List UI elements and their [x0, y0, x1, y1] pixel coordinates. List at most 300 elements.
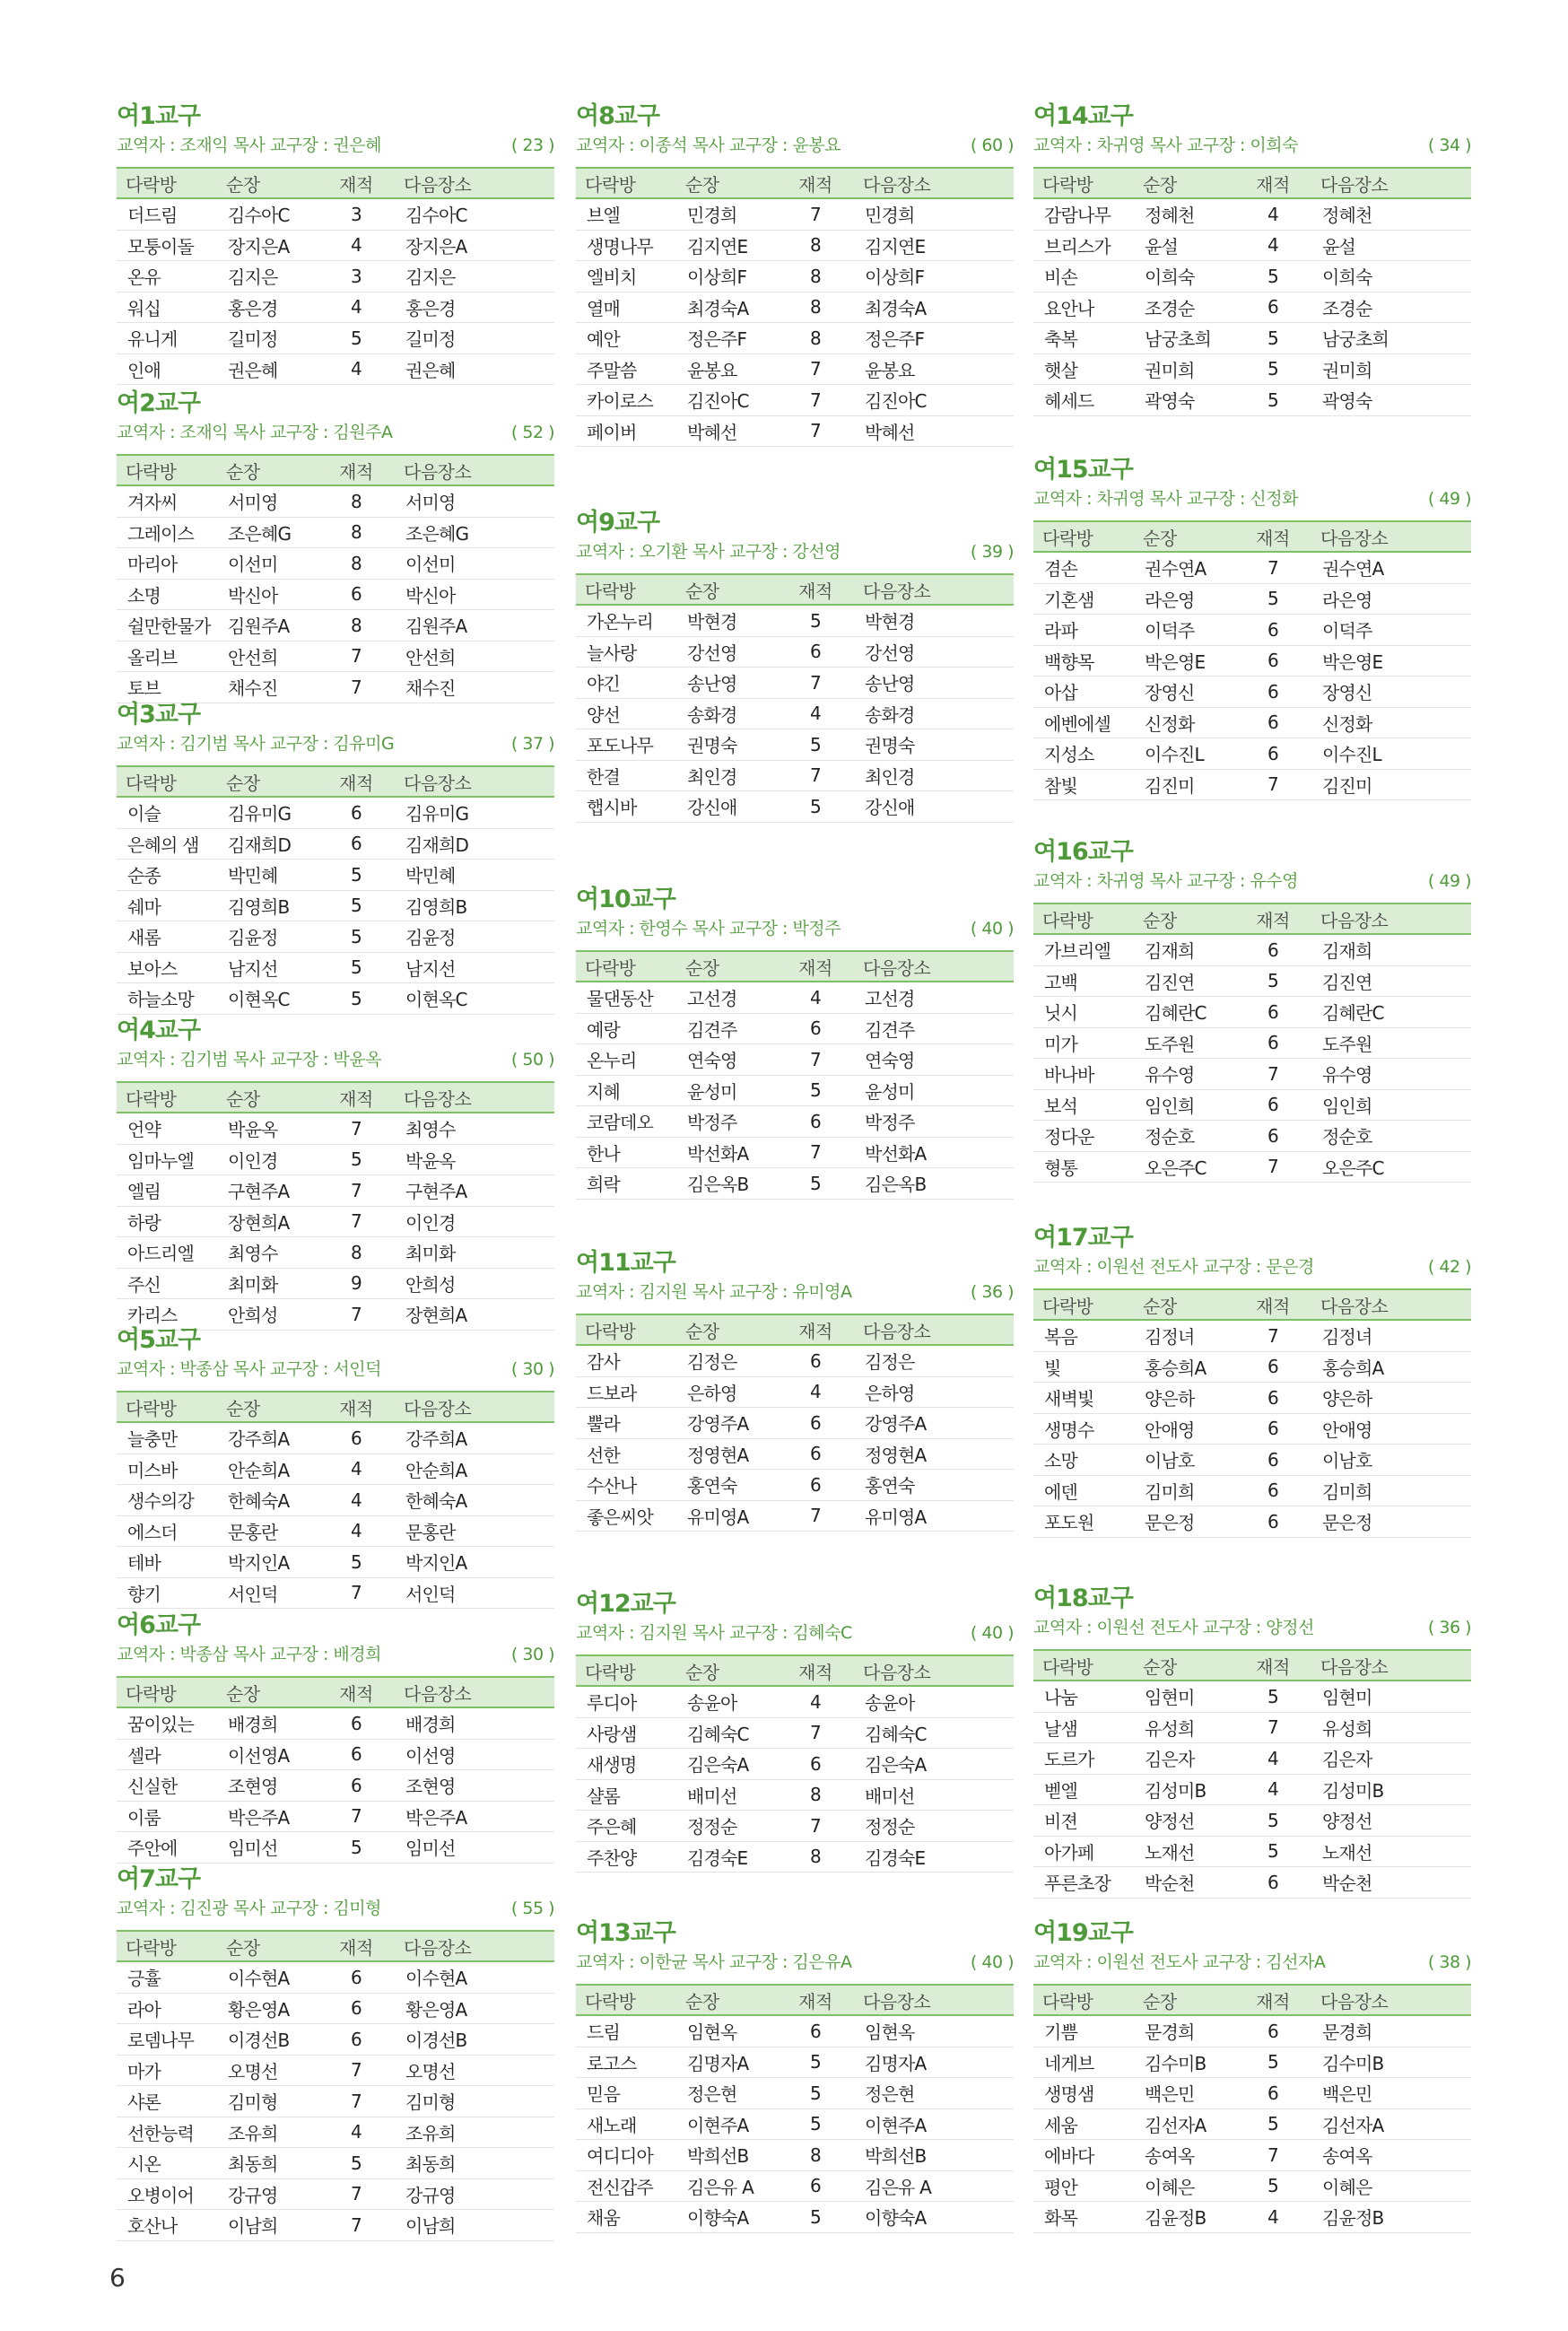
table-cell: 푸른초장: [1033, 1867, 1134, 1899]
column-header: 다락방: [117, 766, 217, 797]
table-cell: 정혜천: [1134, 198, 1234, 230]
table-cell: 조현영: [217, 1770, 318, 1802]
table-row: [576, 1345, 1014, 1376]
table-cell: 고선경: [854, 982, 1014, 1013]
table-cell: 8: [318, 1237, 395, 1269]
column-header: 다락방: [1033, 1985, 1134, 2015]
table-cell: 김윤정B: [1134, 2202, 1234, 2233]
table-cell: 이상희F: [854, 261, 1014, 292]
table-cell: 조경순: [1311, 292, 1471, 323]
table-cell: 송윤아: [676, 1686, 777, 1717]
table-row: [117, 1237, 554, 1269]
column-header: 다락방: [1033, 1650, 1134, 1681]
column-header: 다음장소: [1311, 1650, 1471, 1681]
table-cell: 은혜의 샘: [117, 828, 217, 860]
column-header: 다음장소: [395, 1677, 554, 1707]
district-info: [117, 1642, 554, 1667]
table-cell: 5: [777, 2078, 854, 2109]
table-cell: 7: [1234, 1712, 1311, 1743]
table-cell: 김원주A: [217, 610, 318, 642]
table-cell: 더드림: [117, 198, 217, 230]
table-cell: 물댄동산: [576, 982, 676, 1013]
table-cell: 길미정: [217, 323, 318, 354]
table-row: [117, 2210, 554, 2241]
table-cell: 4: [1234, 230, 1311, 261]
table-cell: 민경희: [676, 198, 777, 230]
table-row: [1033, 769, 1471, 800]
column-header: 다음장소: [1311, 904, 1471, 934]
table-row: [576, 982, 1014, 1013]
table-row: [117, 860, 554, 891]
column-header: 재적: [318, 1677, 395, 1707]
district-block: [117, 388, 554, 703]
district-table: [1033, 1649, 1471, 1899]
table-cell: 안선희: [395, 641, 554, 672]
district-staff: 교역자 : 이한균 목사 교구장 : 김은유A: [576, 1952, 852, 1972]
table-cell: 김지은: [217, 261, 318, 292]
table-row: [576, 698, 1014, 729]
column-header: 순장: [676, 1985, 777, 2015]
district-block: [117, 1324, 554, 1609]
table-cell: 6: [1234, 1089, 1311, 1121]
table-cell: 5: [318, 890, 395, 921]
table-cell: 강영주A: [676, 1408, 777, 1439]
district-staff: 교역자 : 이원선 전도사 교구장 : 양정선: [1033, 1618, 1314, 1637]
table-cell: 카리스: [117, 1299, 217, 1331]
table-cell: 5: [1234, 2047, 1311, 2078]
table-cell: 6: [318, 1707, 395, 1739]
district-table: [576, 573, 1014, 823]
table-cell: 이선영A: [217, 1739, 318, 1770]
table-cell: 최영수: [217, 1237, 318, 1269]
table-cell: 4: [318, 2117, 395, 2148]
column-header: 재적: [777, 951, 854, 982]
table-cell: 5: [777, 791, 854, 823]
table-row: [117, 548, 554, 580]
table-cell: 최영수: [395, 1113, 554, 1144]
table-row: [1033, 354, 1471, 385]
column-header: 다음장소: [1311, 168, 1471, 198]
table-row: [576, 323, 1014, 354]
table-cell: 미스바: [117, 1454, 217, 1485]
table-cell: 김성미B: [1311, 1774, 1471, 1805]
table-cell: 박현경: [854, 605, 1014, 636]
table-cell: 바나바: [1033, 1059, 1134, 1090]
table-cell: 김윤정: [217, 921, 318, 953]
table-cell: 여디디아: [576, 2140, 676, 2171]
district-table: [576, 950, 1014, 1200]
table-row: [1033, 198, 1471, 230]
table-row: [576, 1749, 1014, 1780]
column-header: 다락방: [576, 168, 676, 198]
table-row: [1033, 1774, 1471, 1805]
table-cell: 4: [1234, 2202, 1311, 2233]
district-name: 여7교구: [117, 1865, 201, 1893]
district-staff: 교역자 : 조재익 목사 교구장 : 김원주A: [117, 423, 393, 442]
table-cell: 이현주A: [854, 2108, 1014, 2140]
table-row: [117, 485, 554, 517]
district-name: 여17교구: [1033, 1224, 1133, 1252]
column-header: 순장: [217, 455, 318, 485]
table-cell: 9: [318, 1268, 395, 1299]
table-cell: 김경숙E: [854, 1841, 1014, 1873]
table-cell: 송여옥: [1311, 2140, 1471, 2171]
table-cell: 햅시바: [576, 791, 676, 823]
table-cell: 박순천: [1311, 1867, 1471, 1899]
district-block: [1033, 1917, 1471, 2233]
district-count: ( 42 ): [1427, 1257, 1471, 1277]
table-cell: 8: [318, 610, 395, 642]
table-cell: 7: [777, 1044, 854, 1076]
table-cell: 송여옥: [1134, 2140, 1234, 2171]
table-cell: 홍은경: [395, 292, 554, 323]
column-header: 순장: [676, 168, 777, 198]
table-cell: 가브리엘: [1033, 934, 1134, 965]
district-count: ( 50 ): [510, 1050, 554, 1069]
table-row: [576, 636, 1014, 668]
table-cell: 7: [1234, 1059, 1311, 1090]
table-row: [1033, 1320, 1471, 1351]
table-row: [576, 1779, 1014, 1811]
table-cell: 김미희: [1311, 1475, 1471, 1506]
district-name: 여5교구: [117, 1326, 201, 1354]
table-cell: 6: [1234, 707, 1311, 738]
column-header: 순장: [1134, 904, 1234, 934]
table-cell: 김은옥B: [854, 1168, 1014, 1200]
table-cell: 6: [1234, 1506, 1311, 1538]
table-cell: 조유희: [217, 2117, 318, 2148]
table-row: [1033, 385, 1471, 416]
table-cell: 오병이어: [117, 2178, 217, 2210]
table-cell: 생명수: [1033, 1413, 1134, 1445]
table-row: [1033, 1121, 1471, 1152]
table-row: [1033, 707, 1471, 738]
table-cell: 윤성미: [854, 1075, 1014, 1106]
table-row: [576, 791, 1014, 823]
column-header: 재적: [1234, 1985, 1311, 2015]
table-row: [1033, 934, 1471, 965]
table-cell: 박민혜: [217, 860, 318, 891]
table-cell: 김윤정B: [1311, 2202, 1471, 2233]
table-cell: 4: [1234, 1743, 1311, 1775]
table-cell: 6: [318, 1961, 395, 1993]
column-header: 순장: [217, 168, 318, 198]
table-cell: 이향숙A: [676, 2202, 777, 2233]
table-cell: 김은숙A: [676, 1749, 777, 1780]
table-cell: 6: [777, 2015, 854, 2047]
column-header: 다음장소: [395, 1931, 554, 1961]
table-cell: 8: [318, 548, 395, 580]
table-cell: 윤봉요: [854, 354, 1014, 385]
district-name: 여11교구: [576, 1249, 675, 1277]
table-cell: 김견주: [676, 1013, 777, 1044]
table-cell: 가온누리: [576, 605, 676, 636]
table-cell: 비손: [1033, 261, 1134, 292]
district-name: 여12교구: [576, 1590, 675, 1618]
table-cell: 박은영E: [1311, 645, 1471, 677]
table-cell: 온누리: [576, 1044, 676, 1076]
table-cell: 임인희: [1134, 1089, 1234, 1121]
district-table: [117, 1676, 554, 1864]
table-cell: 믿음: [576, 2078, 676, 2109]
table-cell: 김혜숙C: [676, 1717, 777, 1749]
table-cell: 6: [1234, 1351, 1311, 1383]
district-name: 여4교구: [117, 1017, 201, 1044]
table-row: [1033, 965, 1471, 997]
table-cell: 이수현A: [217, 1961, 318, 1993]
district-name: 여13교구: [576, 1919, 675, 1947]
table-cell: 7: [777, 354, 854, 385]
table-header-row: [117, 766, 554, 797]
table-cell: 배미선: [676, 1779, 777, 1811]
table-cell: 7: [1234, 1151, 1311, 1183]
table-cell: 장지은A: [395, 230, 554, 261]
district-info: [1033, 1254, 1471, 1279]
table-row: [117, 1577, 554, 1609]
table-cell: 홍승희A: [1311, 1351, 1471, 1383]
district-info: [1033, 1615, 1471, 1640]
table-cell: 6: [777, 636, 854, 668]
district-block: [576, 1247, 1014, 1532]
table-row: [1033, 1027, 1471, 1059]
table-cell: 7: [318, 1206, 395, 1237]
table-cell: 김진아C: [676, 385, 777, 416]
table-cell: 박지인A: [395, 1547, 554, 1578]
table-cell: 7: [318, 641, 395, 672]
table-cell: 권명숙: [676, 729, 777, 761]
table-cell: 6: [318, 1770, 395, 1802]
table-cell: 7: [1234, 769, 1311, 800]
table-cell: 수산나: [576, 1470, 676, 1501]
table-cell: 7: [777, 1717, 854, 1749]
table-cell: 김재희D: [217, 828, 318, 860]
table-cell: 김진미: [1134, 769, 1234, 800]
table-cell: 이수현A: [395, 1961, 554, 1993]
table-row: [117, 1113, 554, 1144]
table-row: [117, 672, 554, 703]
table-cell: 조경순: [1134, 292, 1234, 323]
page-number: 6: [109, 2263, 126, 2292]
table-cell: 임현미: [1134, 1681, 1234, 1712]
district-table: [117, 167, 554, 385]
column-header: 다락방: [117, 1392, 217, 1422]
table-cell: 네게브: [1033, 2047, 1134, 2078]
table-row: [576, 729, 1014, 761]
table-cell: 김영희B: [217, 890, 318, 921]
table-row: [117, 890, 554, 921]
district-block: [117, 1864, 554, 2241]
column-header: 순장: [676, 574, 777, 605]
table-cell: 임미선: [395, 1832, 554, 1864]
district-count: ( 34 ): [1427, 135, 1471, 155]
table-row: [576, 2140, 1014, 2171]
table-cell: 하랑: [117, 1206, 217, 1237]
table-cell: 최동희: [217, 2148, 318, 2179]
table-cell: 김은유 A: [854, 2170, 1014, 2202]
district-info: [1033, 486, 1471, 511]
table-row: [117, 323, 554, 354]
table-cell: 권은혜: [217, 354, 318, 385]
table-cell: 김은옥B: [676, 1168, 777, 1200]
table-cell: 이현옥C: [217, 983, 318, 1015]
column-header: 다락방: [117, 168, 217, 198]
table-cell: 세움: [1033, 2108, 1134, 2140]
table-row: [1033, 1475, 1471, 1506]
table-cell: 구현주A: [217, 1175, 318, 1207]
table-row: [117, 610, 554, 642]
district-staff: 교역자 : 박종삼 목사 교구장 : 배경희: [117, 1645, 381, 1664]
column-header: 순장: [1134, 521, 1234, 552]
table-header-row: [1033, 521, 1471, 552]
column-header: 순장: [217, 766, 318, 797]
table-row: [576, 605, 1014, 636]
table-cell: 8: [777, 2140, 854, 2171]
table-cell: 7: [318, 1801, 395, 1832]
column-header: 순장: [1134, 1650, 1234, 1681]
table-cell: 페이버: [576, 415, 676, 447]
table-cell: 김선자A: [1134, 2108, 1234, 2140]
table-cell: 인애: [117, 354, 217, 385]
table-cell: 이덕주: [1311, 615, 1471, 646]
table-row: [1033, 292, 1471, 323]
table-cell: 김지연E: [854, 230, 1014, 261]
table-cell: 장영신: [1311, 677, 1471, 708]
column-header: 다락방: [117, 1677, 217, 1707]
table-cell: 김선자A: [1311, 2108, 1471, 2140]
table-row: [576, 1438, 1014, 1470]
table-cell: 배경희: [217, 1707, 318, 1739]
district-table: [576, 1654, 1014, 1873]
column-header: 다음장소: [395, 1392, 554, 1422]
table-row: [576, 2078, 1014, 2109]
table-row: [1033, 1089, 1471, 1121]
column-header: 재적: [777, 574, 854, 605]
table-cell: 라아: [117, 1993, 217, 2024]
table-cell: 황은영A: [217, 1993, 318, 2024]
table-cell: 햇살: [1033, 354, 1134, 385]
table-cell: 6: [777, 1470, 854, 1501]
table-cell: 윤설: [1134, 230, 1234, 261]
table-cell: 5: [318, 1144, 395, 1175]
table-cell: 서인덕: [395, 1577, 554, 1609]
table-row: [117, 2178, 554, 2210]
table-cell: 5: [1234, 1681, 1311, 1712]
table-cell: 서미영: [217, 485, 318, 517]
column-header: 재적: [1234, 521, 1311, 552]
table-cell: 조현영: [395, 1770, 554, 1802]
table-cell: 조유희: [395, 2117, 554, 2148]
column-header: 다락방: [576, 574, 676, 605]
table-cell: 헤세드: [1033, 385, 1134, 416]
table-cell: 꿈이있는: [117, 1707, 217, 1739]
table-cell: 이룸: [117, 1801, 217, 1832]
district-info: [576, 1620, 1014, 1646]
table-cell: 순종: [117, 860, 217, 891]
table-cell: 야긴: [576, 668, 676, 699]
table-row: [117, 1268, 554, 1299]
table-cell: 비젼: [1033, 1805, 1134, 1837]
table-cell: 곽영숙: [1134, 385, 1234, 416]
table-cell: 서미영: [395, 485, 554, 517]
table-cell: 지성소: [1033, 738, 1134, 770]
table-cell: 토브: [117, 672, 217, 703]
table-cell: 브리스가: [1033, 230, 1134, 261]
column-header: 다음장소: [395, 455, 554, 485]
table-row: [1033, 1681, 1471, 1712]
column-header: 다락방: [1033, 521, 1134, 552]
table-cell: 5: [318, 921, 395, 953]
table-cell: 5: [777, 605, 854, 636]
table-header-row: [117, 168, 554, 198]
table-cell: 시온: [117, 2148, 217, 2179]
district-staff: 교역자 : 오기환 목사 교구장 : 강선영: [576, 542, 841, 562]
table-cell: 4: [777, 982, 854, 1013]
table-cell: 좋은씨앗: [576, 1500, 676, 1532]
table-row: [1033, 1506, 1471, 1538]
table-cell: 6: [318, 2024, 395, 2056]
table-cell: 늘충만: [117, 1422, 217, 1454]
table-cell: 5: [318, 323, 395, 354]
district-count: ( 36 ): [970, 1282, 1014, 1302]
table-cell: 신정화: [1134, 707, 1234, 738]
column-header: 다락방: [1033, 168, 1134, 198]
column-header: 다음장소: [395, 766, 554, 797]
table-cell: 양선: [576, 698, 676, 729]
district-table: [117, 1930, 554, 2241]
table-cell: 5: [1234, 323, 1311, 354]
table-row: [117, 1175, 554, 1207]
table-cell: 이남희: [217, 2210, 318, 2241]
table-row: [117, 1801, 554, 1832]
table-cell: 엘비치: [576, 261, 676, 292]
table-cell: 이슬: [117, 797, 217, 828]
district-staff: 교역자 : 김지원 목사 교구장 : 유미영A: [576, 1282, 852, 1302]
table-cell: 닛시: [1033, 997, 1134, 1028]
table-cell: 6: [777, 1408, 854, 1439]
table-cell: 구현주A: [395, 1175, 554, 1207]
district-info: [117, 731, 554, 756]
table-row: [117, 1993, 554, 2024]
table-cell: 새롬: [117, 921, 217, 953]
table-cell: 그레이스: [117, 517, 217, 548]
table-row: [1033, 1351, 1471, 1383]
table-header-row: [576, 1985, 1014, 2015]
table-cell: 김재희: [1134, 934, 1234, 965]
table-row: [576, 2202, 1014, 2233]
column-header: 다음장소: [854, 168, 1014, 198]
table-cell: 6: [1234, 1445, 1311, 1476]
table-row: [117, 828, 554, 860]
table-cell: 정영현A: [676, 1438, 777, 1470]
table-row: [576, 1168, 1014, 1200]
district-name: 여10교구: [576, 886, 675, 913]
table-cell: 형통: [1033, 1151, 1134, 1183]
table-cell: 장현희A: [395, 1299, 554, 1331]
table-cell: 희락: [576, 1168, 676, 1200]
table-cell: 요안나: [1033, 292, 1134, 323]
table-cell: 7: [318, 2178, 395, 2210]
table-cell: 복음: [1033, 1320, 1134, 1351]
table-cell: 김재희D: [395, 828, 554, 860]
table-row: [1033, 323, 1471, 354]
table-cell: 전신갑주: [576, 2170, 676, 2202]
table-cell: 엘림: [117, 1175, 217, 1207]
table-row: [117, 292, 554, 323]
table-cell: 3: [318, 261, 395, 292]
table-cell: 도주원: [1311, 1027, 1471, 1059]
table-cell: 강영주A: [854, 1408, 1014, 1439]
table-row: [1033, 1059, 1471, 1090]
